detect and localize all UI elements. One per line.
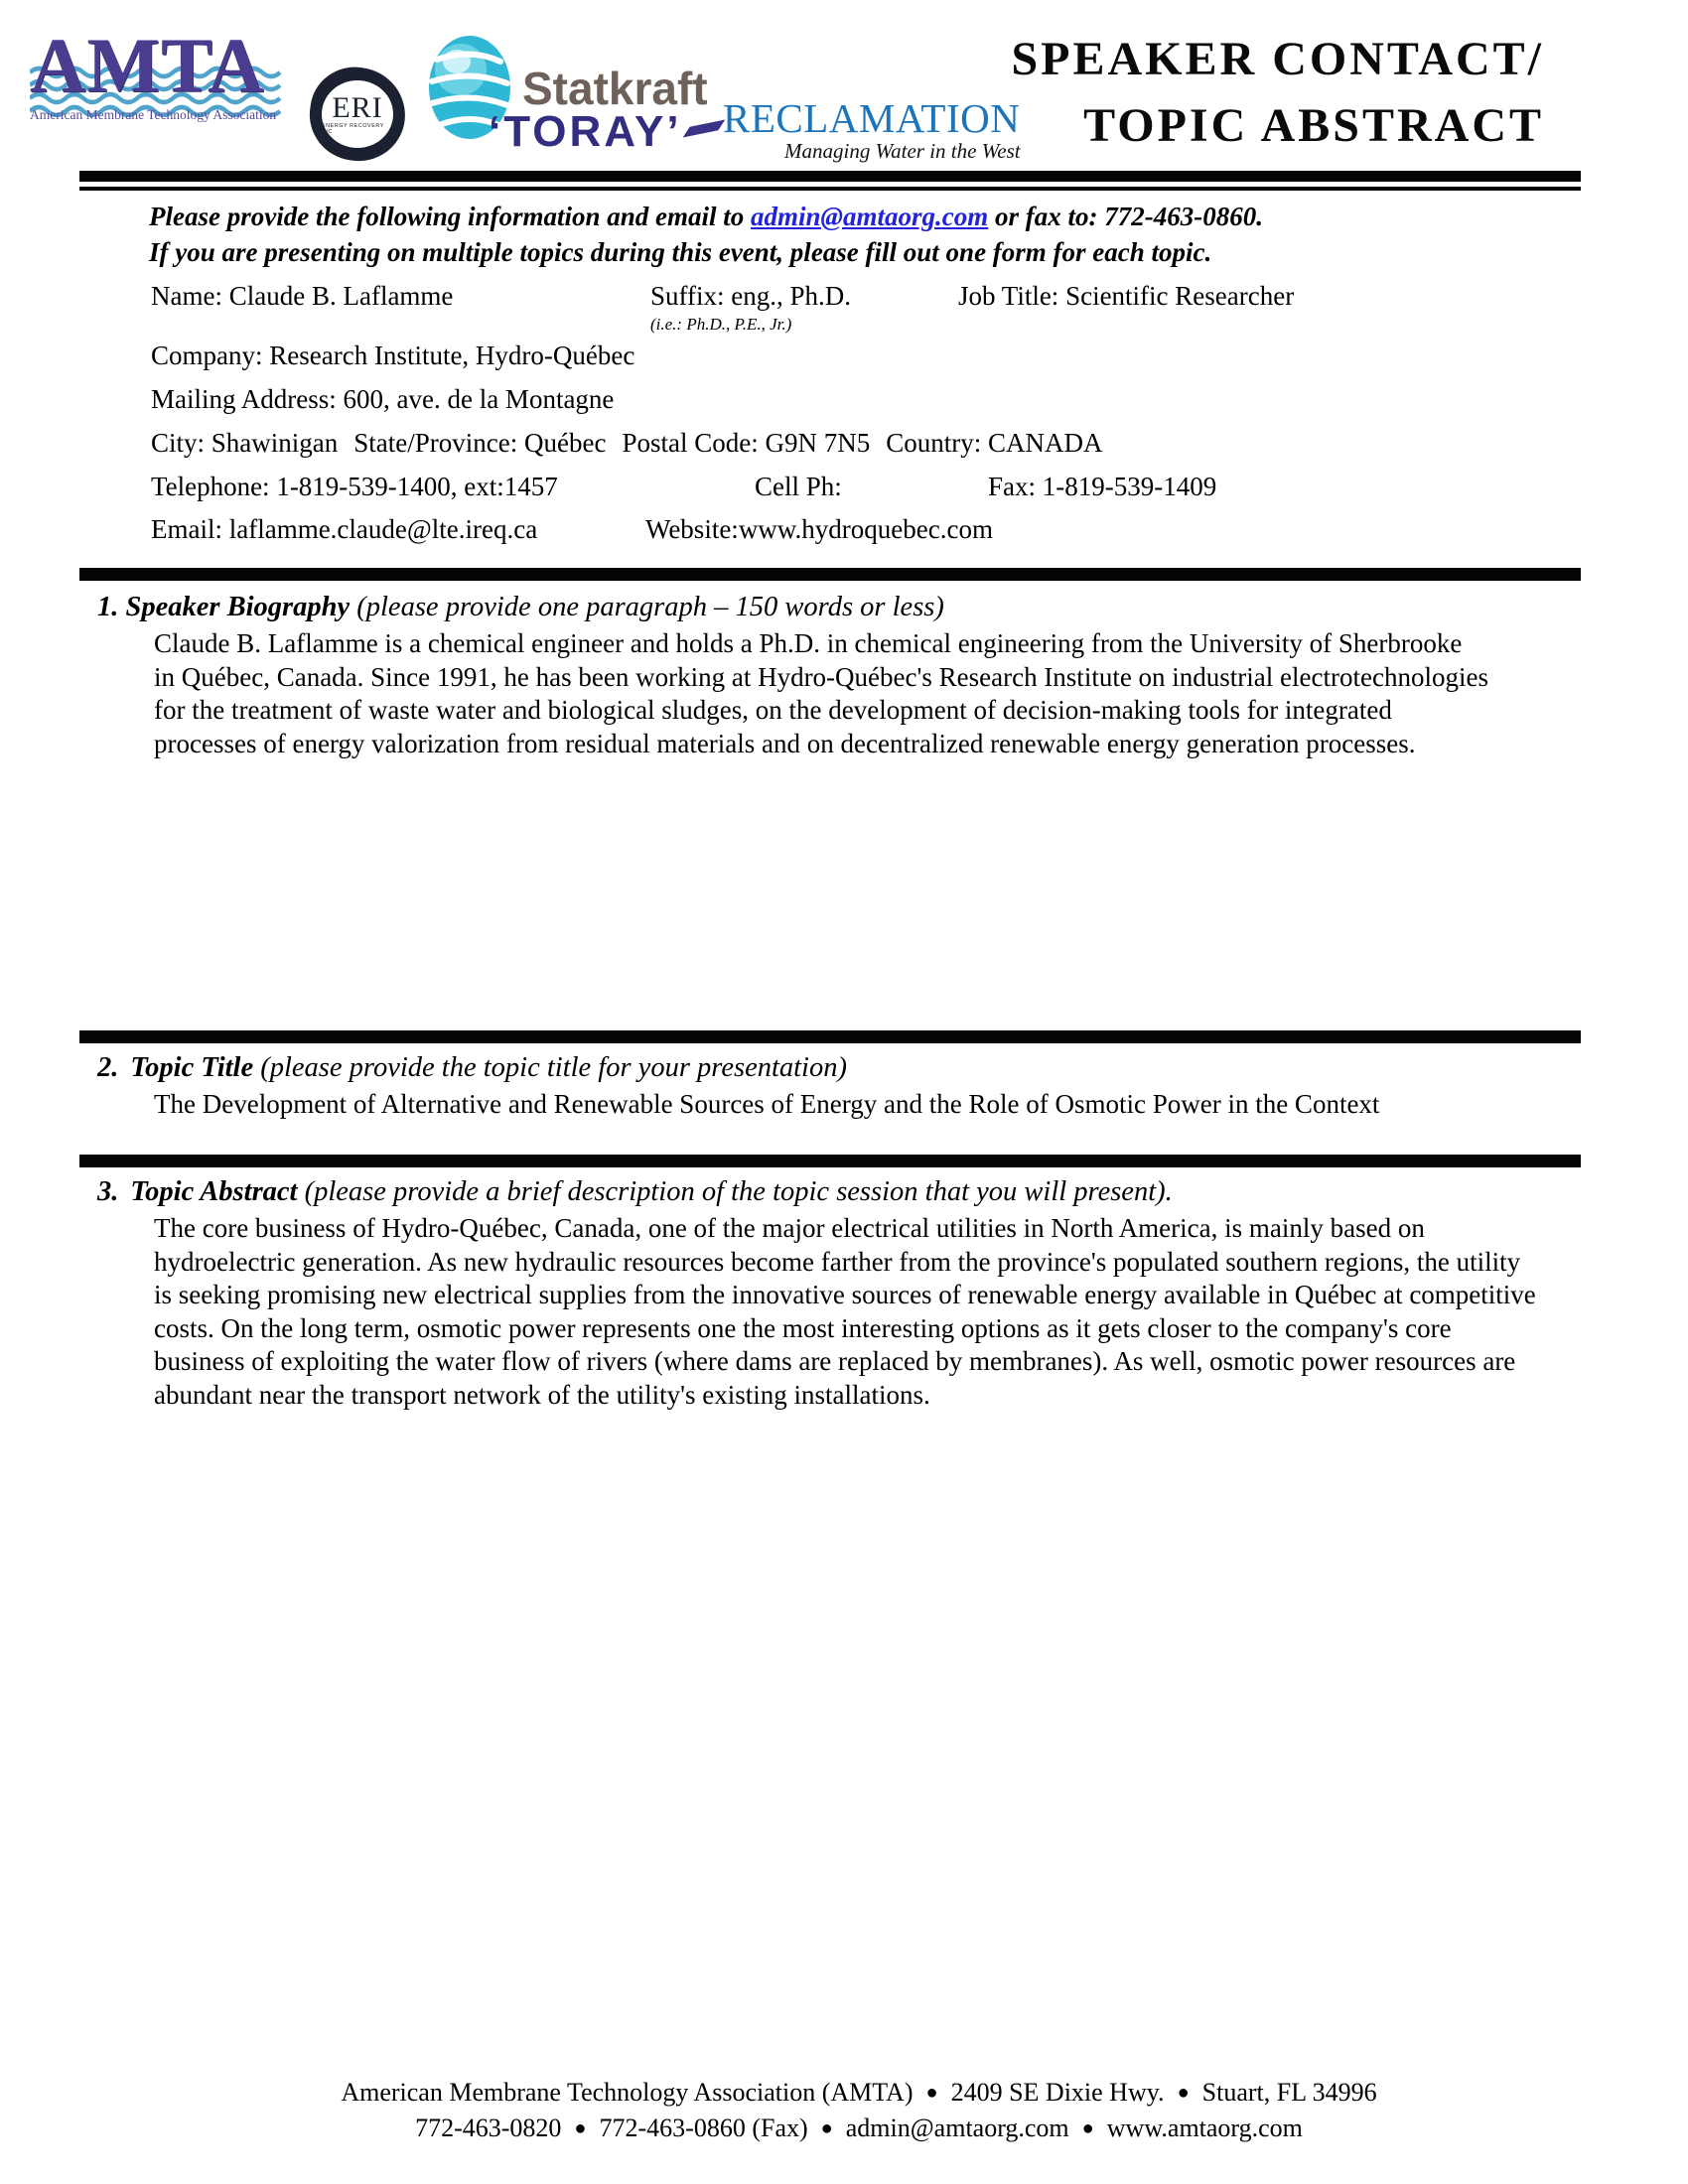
- instructions: [149, 199, 1479, 270]
- footer-org-name: American Membrane Technology Association (AMTA): [341, 2078, 914, 2107]
- bullet-icon: ●: [820, 2117, 833, 2139]
- suffix-hint: (i.e.: Ph.D., P.E., Jr.): [650, 315, 792, 334]
- bullet-icon: ●: [1081, 2117, 1094, 2139]
- eri-logo-subtext: ENERGY RECOVERY INC: [322, 123, 384, 135]
- instructions-line1: Please provide the following information and email to admin@amtaorg.com or fax to: 772-463-0860.: [149, 202, 1263, 231]
- suffix-field: Suffix: eng., Ph.D.: [650, 281, 852, 311]
- topic-abstract-heading: 3. Topic Abstract (please provide a brief description of the topic session that you will present).: [97, 1176, 1173, 1207]
- fax-field: Fax: 1-819-539-1409: [988, 472, 1217, 501]
- form-row-address: [151, 384, 614, 415]
- amta-logo: [30, 22, 298, 145]
- footer-website: www.amtaorg.com: [1106, 2114, 1303, 2142]
- state-province-field: State/Province: Québec: [353, 428, 607, 458]
- telephone-field: Telephone: 1-819-539-1400, ext:1457: [151, 472, 558, 501]
- eri-badge-icon: [304, 62, 411, 167]
- mailing-address-field: Mailing Address: 600, ave. de la Montagne: [151, 384, 615, 414]
- footer-city-state: Stuart, FL 34996: [1201, 2078, 1377, 2107]
- admin-email-link[interactable]: admin@amtaorg.com: [751, 202, 989, 231]
- bullet-icon: ●: [574, 2117, 587, 2139]
- instructions-line2: If you are presenting on multiple topics during this event, please fill out one form for each topic.: [149, 237, 1212, 267]
- footer-line-2: [0, 2111, 1688, 2146]
- topic-abstract-text: The core business of Hydro-Québec, Canada, one of the major electrical utilities in North America, is mainly based on hydroelectric generation. As new hydraulic resources become farther from the province's populated southern regions, the utility is seeking promising new electrical supplies from the innovative sources of renewable energy available in Québec at competitive costs. On the long term, osmotic power represents one the most interesting options as it gets closer to the company's core business of exploiting the water flow of rivers (where dams are replaced by membranes). As well, osmotic power resources are abundant near the transport network of the utility's existing installations.: [154, 1213, 1536, 1410]
- bullet-icon: ●: [1177, 2082, 1190, 2104]
- email-field: Email: laflamme.claude@lte.ireq.ca: [151, 514, 538, 544]
- toray-logo: ‘TORAY’: [489, 107, 682, 156]
- website-field: Website:www.hydroquebec.com: [645, 514, 993, 544]
- name-field: Name: Claude B. Laflamme: [151, 281, 454, 311]
- job-title-field: Job Title: Scientific Researcher: [958, 281, 1295, 311]
- page-title-line2: TOPIC ABSTRACT: [1083, 99, 1544, 152]
- section-divider-1: [79, 568, 1581, 581]
- company-field: Company: Research Institute, Hydro-Québec: [151, 341, 635, 370]
- footer: [0, 2075, 1688, 2146]
- eri-logo-text: ERI: [332, 91, 383, 124]
- city-field: City: Shawinigan: [151, 428, 339, 458]
- reclamation-logo: [695, 97, 1043, 167]
- amta-logo-acronym: AMTA: [30, 22, 265, 108]
- bullet-icon: ●: [925, 2082, 938, 2104]
- statkraft-logo-text: Statkraft: [522, 63, 708, 114]
- topic-title-heading: 2. Topic Title (please provide the topic title for your presentation): [97, 1052, 847, 1083]
- reclamation-logo-text: RECLAMATION: [723, 95, 1021, 141]
- header-divider-thin: [79, 187, 1581, 191]
- biography-text: Claude B. Laflamme is a chemical engineer and holds a Ph.D. in chemical engineering from the University of Sherbrooke in Québec, Canada. Since 1991, he has been working at Hydro-Québec's Research Institute on industrial electrotechnologies for the treatment of waste water and biological sludges, on the development of decision-making tools for integrated processes of energy valorization from residual materials and on decentralized renewable energy generation processes.: [154, 628, 1488, 758]
- form-row-city: [151, 428, 1102, 459]
- cell-phone-field: Cell Ph:: [755, 472, 842, 501]
- footer-phone: 772-463-0820: [415, 2114, 562, 2142]
- page-title-line1: SPEAKER CONTACT/: [1011, 33, 1544, 85]
- section-divider-3: [79, 1155, 1581, 1167]
- form-row-company: [151, 341, 634, 371]
- eri-logo: [310, 68, 413, 167]
- footer-street: 2409 SE Dixie Hwy.: [950, 2078, 1165, 2107]
- footer-line-1: [0, 2075, 1688, 2111]
- header-divider-thick: [79, 171, 1581, 182]
- postal-code-field: Postal Code: G9N 7N5: [622, 428, 871, 458]
- section-divider-2: [79, 1030, 1581, 1043]
- amta-logo-tagline: American Membrane Technology Association: [30, 107, 277, 122]
- header: [0, 0, 1688, 169]
- page-title: [1011, 26, 1544, 159]
- footer-email: admin@amtaorg.com: [845, 2114, 1069, 2142]
- footer-fax: 772-463-0860 (Fax): [599, 2114, 808, 2142]
- biography-heading: 1. Speaker Biography (please provide one paragraph – 150 words or less): [97, 592, 944, 622]
- country-field: Country: CANADA: [886, 428, 1103, 458]
- topic-title-text: The Development of Alternative and Renewable Sources of Energy and the Role of Osmotic Power in the Context: [154, 1089, 1380, 1119]
- reclamation-tagline: Managing Water in the West: [784, 139, 1021, 163]
